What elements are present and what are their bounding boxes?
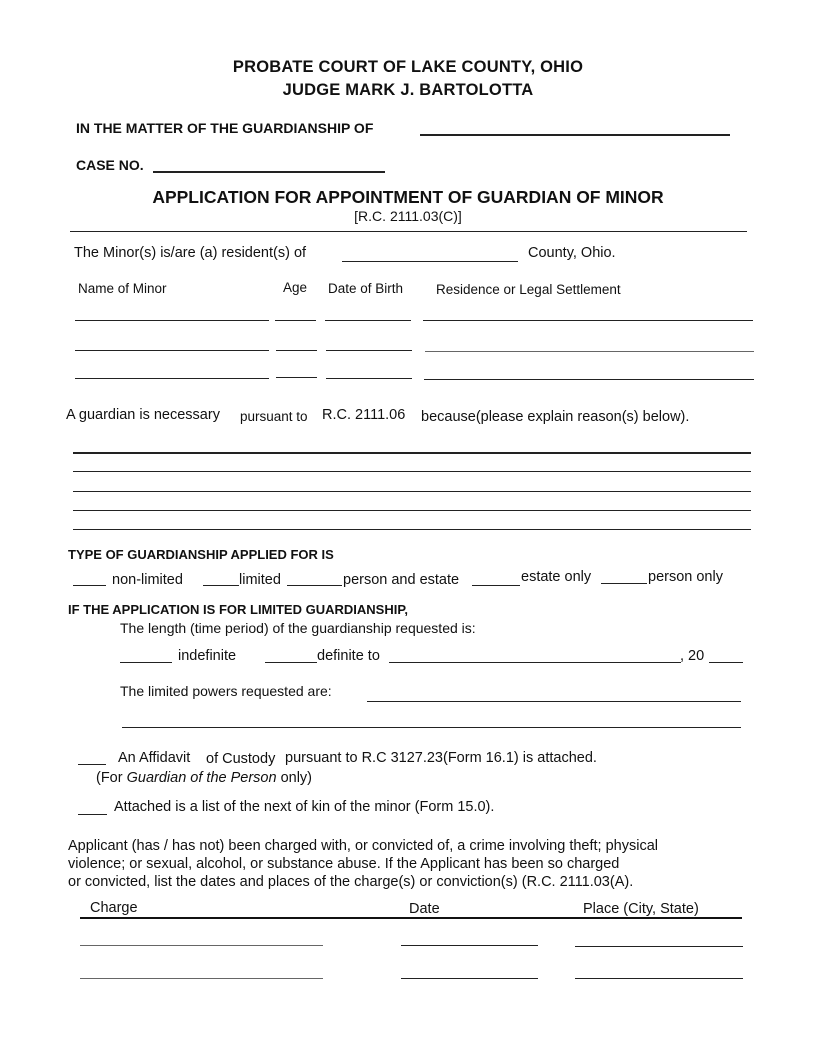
form-title: APPLICATION FOR APPOINTMENT OF GUARDIAN OF MINOR (152, 187, 664, 207)
minor-1-dob-field[interactable] (325, 320, 411, 321)
reason-line-3[interactable] (73, 491, 751, 492)
affidavit-note (96, 770, 312, 786)
col-age: Age (283, 280, 308, 295)
affidavit-note-close: only) (276, 770, 313, 786)
residency-prefix: The Minor(s) is/are (a) resident(s) of (74, 245, 307, 261)
option-non-limited: non-limited (112, 572, 183, 588)
title-divider (70, 231, 747, 232)
option-person-only: person only (648, 569, 723, 585)
reason-line-5[interactable] (73, 529, 751, 530)
affidavit-checkline[interactable] (78, 764, 106, 765)
case-number-label: CASE NO. (76, 157, 144, 173)
charge-1-field[interactable] (80, 945, 323, 946)
indefinite-checkline[interactable] (120, 662, 172, 663)
affidavit-note-italic: Guardian of the Person (126, 770, 277, 786)
minor-1-name-field[interactable] (75, 320, 269, 321)
necessity-part3: R.C. 2111.06 (322, 407, 406, 423)
charges-line-1: Applicant (has / has not) been charged with, or convicted of, a crime involving theft; physical (68, 838, 658, 854)
next-of-kin-text: Attached is a list of the next of kin of the minor (Form 15.0). (114, 799, 495, 815)
minor-3-age-field[interactable] (276, 377, 317, 378)
col-residence: Residence or Legal Settlement (436, 282, 621, 297)
minor-2-name-field[interactable] (75, 350, 269, 351)
minor-3-name-field[interactable] (75, 378, 269, 379)
charge-2-place-field[interactable] (575, 978, 743, 979)
estate-only-checkline[interactable] (472, 585, 520, 586)
residency-suffix: County, Ohio. (528, 245, 616, 261)
necessity-part4: because(please explain reason(s) below). (421, 409, 690, 425)
col-charge: Charge (90, 900, 138, 916)
length-text: The length (time period) of the guardianship requested is: (120, 620, 476, 636)
court-name: PROBATE COURT OF LAKE COUNTY, OHIO (232, 58, 584, 76)
powers-text: The limited powers requested are: (120, 683, 332, 699)
reason-line-1[interactable] (73, 452, 751, 454)
reason-line-4[interactable] (73, 510, 751, 511)
option-indefinite: indefinite (178, 648, 237, 664)
col-place: Place (City, State) (583, 901, 699, 917)
option-estate-only: estate only (521, 569, 592, 585)
matter-label: IN THE MATTER OF THE GUARDIANSHIP OF (76, 120, 374, 136)
limited-heading: IF THE APPLICATION IS FOR LIMITED GUARDIANSHIP, (68, 602, 408, 617)
minor-3-dob-field[interactable] (326, 378, 412, 379)
type-heading: TYPE OF GUARDIANSHIP APPLIED FOR IS (68, 547, 334, 562)
affidavit-part1: An Affidavit (118, 750, 191, 766)
reason-line-2[interactable] (73, 471, 751, 472)
necessity-part2: pursuant to (240, 409, 308, 424)
person-and-estate-checkline[interactable] (287, 585, 342, 586)
minor-2-residence-field[interactable] (425, 351, 754, 352)
charges-line-2: violence; or sexual, alcohol, or substance abuse. If the Applicant has been so charged (68, 856, 620, 872)
affidavit-part3: pursuant to R.C 3127.23(Form 16.1) is attached. (285, 750, 597, 766)
matter-name-field[interactable] (420, 134, 730, 136)
col-date-of-birth: Date of Birth (328, 281, 404, 296)
limited-checkline[interactable] (203, 585, 239, 586)
person-only-checkline[interactable] (601, 583, 647, 584)
definite-date-field[interactable] (389, 662, 681, 663)
charges-line-3: or convicted, list the dates and places of the charge(s) or conviction(s) (R.C. 2111.03(A). (68, 874, 634, 890)
affidavit-note-open: (For (96, 770, 127, 786)
minor-2-age-field[interactable] (276, 350, 317, 351)
powers-line-1[interactable] (367, 701, 741, 702)
definite-checkline[interactable] (265, 662, 317, 663)
county-field[interactable] (342, 261, 518, 262)
minor-3-residence-field[interactable] (424, 379, 754, 380)
charge-2-date-field[interactable] (401, 978, 538, 979)
judge-name: JUDGE MARK J. BARTOLOTTA (282, 81, 534, 99)
case-number-field[interactable] (153, 171, 385, 173)
charges-header-rule (80, 917, 742, 919)
col-name-of-minor: Name of Minor (78, 281, 167, 296)
minor-1-residence-field[interactable] (423, 320, 753, 321)
minor-2-dob-field[interactable] (326, 350, 412, 351)
charge-1-place-field[interactable] (575, 946, 743, 947)
option-person-and-estate: person and estate (343, 572, 460, 588)
affidavit-part2: of Custody (206, 751, 276, 767)
option-limited: limited (239, 572, 281, 588)
necessity-part1: A guardian is necessary (66, 407, 220, 423)
charge-2-field[interactable] (80, 978, 323, 979)
powers-line-2[interactable] (122, 727, 741, 728)
year-field[interactable] (709, 662, 743, 663)
option-definite: definite to (317, 648, 380, 664)
charge-1-date-field[interactable] (401, 945, 538, 946)
year-prefix: , 20 (680, 648, 705, 664)
col-date: Date (409, 901, 440, 917)
non-limited-checkline[interactable] (73, 585, 106, 586)
form-statute: [R.C. 2111.03(C)] (354, 208, 462, 224)
minor-1-age-field[interactable] (275, 320, 316, 321)
next-of-kin-checkline[interactable] (78, 814, 107, 815)
